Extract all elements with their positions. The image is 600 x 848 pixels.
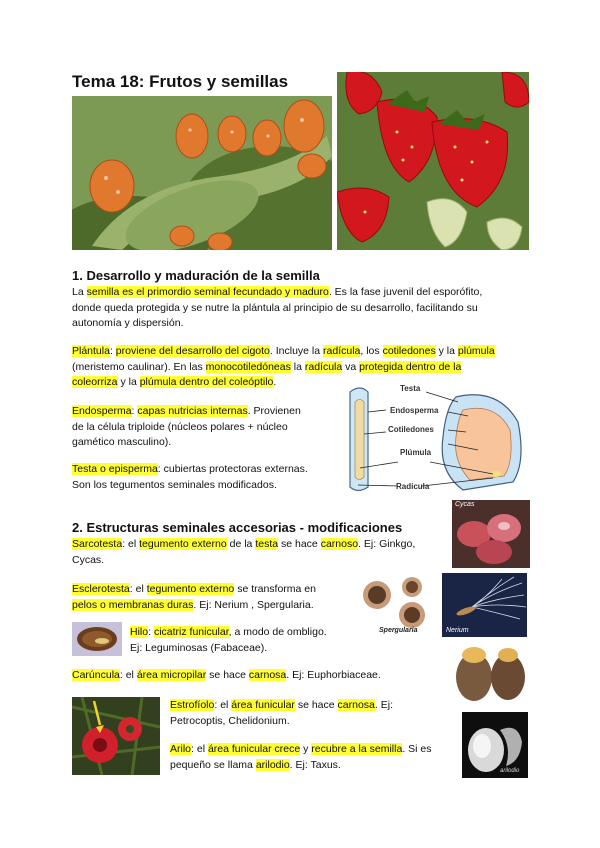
cycas-seeds-photo	[452, 500, 530, 568]
text: Petrocoptis, Chelidonium.	[170, 714, 290, 727]
text: . Es la fase juvenil del esporófito,	[328, 286, 483, 298]
text: se hace	[278, 538, 321, 550]
text: va	[342, 360, 360, 373]
arilodio-label: arilodio	[500, 768, 520, 774]
paragraph-testa	[72, 462, 342, 493]
text: :	[109, 345, 116, 357]
highlight: radícula	[323, 345, 361, 357]
text: se hace	[294, 699, 338, 711]
text: . Provienen	[247, 405, 301, 417]
highlight: Endosperma	[72, 405, 132, 417]
highlight: Sarcotesta	[72, 538, 123, 550]
diagram-label-testa: Testa	[400, 384, 421, 393]
highlight: tegumento externo	[146, 583, 235, 595]
highlight: Hilo	[130, 626, 149, 638]
highlight: carnosa	[248, 669, 287, 681]
text: y	[300, 743, 312, 755]
highlight: Estrofíolo	[170, 699, 215, 711]
diagram-label-endosperma: Endosperma	[390, 406, 439, 415]
text: y la	[117, 376, 140, 388]
highlight: semilla es el primordio seminal fecundado y maduro	[86, 286, 329, 298]
text: : el	[122, 538, 140, 550]
text: :	[148, 626, 154, 638]
highlight: área micropilar	[136, 669, 207, 681]
highlight: capas nutricias internas	[137, 405, 248, 417]
prickly-pear-photo	[72, 96, 332, 250]
text: La	[72, 286, 87, 298]
text: . Ej: Taxus.	[289, 758, 341, 771]
highlight: carnosa	[337, 699, 375, 711]
text: : el	[214, 699, 232, 711]
page-title: Tema 18: Frutos y semillas	[72, 72, 289, 91]
text: : el	[191, 743, 208, 755]
diagram-label-plumula: Plúmula	[400, 448, 432, 457]
text: gamético masculino).	[72, 436, 172, 448]
text: , a modo de ombligo.	[228, 626, 327, 638]
highlight: radícula	[304, 360, 343, 373]
highlight: coleorriza	[72, 376, 118, 388]
text: Ej: Leguminosas (Fabaceae).	[130, 641, 268, 654]
highlight: protegida dentro de la	[359, 360, 462, 373]
taxus-aril-photo	[72, 697, 160, 775]
text: de la célula triploide (núcleos polares + núcleo	[72, 420, 288, 433]
nerium-seed-photo	[442, 573, 527, 637]
diagram-label-cotiledones: Cotiledones	[388, 425, 434, 434]
strawberry-photo	[337, 72, 529, 250]
highlight: Esclerotesta	[72, 583, 130, 595]
highlight: recubre a la semilla	[311, 743, 403, 755]
text: pequeño se llama	[170, 758, 256, 771]
highlight: pelos o membranas duras	[72, 598, 194, 611]
text: . Ej: Ginkgo,	[358, 538, 416, 550]
text: . Incluye la	[269, 345, 324, 357]
highlight: proviene del desarrollo del cigoto	[115, 345, 270, 357]
text: de la	[226, 538, 256, 550]
legume-seed-photo	[72, 622, 122, 656]
highlight: Arilo	[170, 743, 192, 755]
highlight: cotiledones	[382, 345, 436, 357]
section-heading-2: 2. Estructuras seminales accesorias - modificaciones	[72, 520, 403, 535]
text: la	[290, 360, 305, 373]
text: se hace	[206, 669, 249, 681]
highlight: área funicular crece	[207, 743, 301, 755]
text: Son los tegumentos seminales modificados.	[72, 478, 277, 491]
highlight: arilodio	[255, 758, 290, 771]
text: .	[273, 376, 277, 388]
text: y la	[435, 345, 458, 357]
text: . Ej:	[374, 699, 393, 711]
text: (meristemo caulinar). En las	[72, 360, 206, 373]
highlight: plúmula dentro del coleóptilo	[139, 376, 274, 388]
highlight: área funicular	[231, 699, 295, 711]
text: autonomía y dispersión.	[72, 317, 184, 329]
paragraph-endosperma	[72, 404, 332, 451]
highlight: cicatriz funicular	[153, 626, 229, 638]
text: : cubiertas protectoras externas.	[157, 463, 308, 475]
text: . Ej: Nerium , Spergularia.	[193, 598, 314, 611]
paragraph-caruncula	[72, 668, 452, 684]
seed-diagram	[338, 382, 533, 494]
highlight: testa	[255, 538, 279, 550]
text: :	[131, 405, 138, 417]
paragraph-semilla	[72, 285, 532, 332]
text: , los	[360, 345, 383, 357]
arilodio-photo	[462, 712, 528, 778]
paragraph-sarcotesta	[72, 537, 452, 568]
section-heading-1: 1. Desarrollo y maduración de la semilla	[72, 268, 320, 283]
diagram-label-radicula: Radícula	[396, 482, 430, 491]
text: : el	[119, 669, 137, 681]
text: donde queda protegida y se nutre la plántula al principio de su desarrollo, facilitando su	[72, 301, 478, 314]
paragraph-esclerotesta	[72, 582, 362, 613]
cycas-label: Cycas	[455, 501, 475, 508]
nerium-label: Nerium	[446, 627, 469, 634]
text: Cycas.	[72, 553, 105, 566]
highlight: Testa o episperma	[72, 463, 158, 475]
text: : el	[129, 583, 147, 595]
euphorbia-seeds-photo	[452, 641, 528, 705]
text: . Si es	[402, 743, 432, 755]
paragraph-hilo	[130, 625, 370, 656]
paragraph-estrofiolo	[170, 698, 450, 729]
spergularia-label: Spergularia	[379, 627, 418, 634]
highlight: Plántula	[72, 345, 110, 357]
highlight: monocotiledóneas	[205, 360, 291, 373]
highlight: Carúncula	[72, 669, 120, 681]
text: se transforma en	[234, 583, 316, 595]
highlight: tegumento externo	[139, 538, 227, 550]
highlight: carnoso	[320, 538, 359, 550]
highlight: plúmula	[457, 345, 495, 357]
text: . Ej: Euphorbiaceae.	[286, 669, 381, 681]
paragraph-arilo	[170, 742, 460, 773]
